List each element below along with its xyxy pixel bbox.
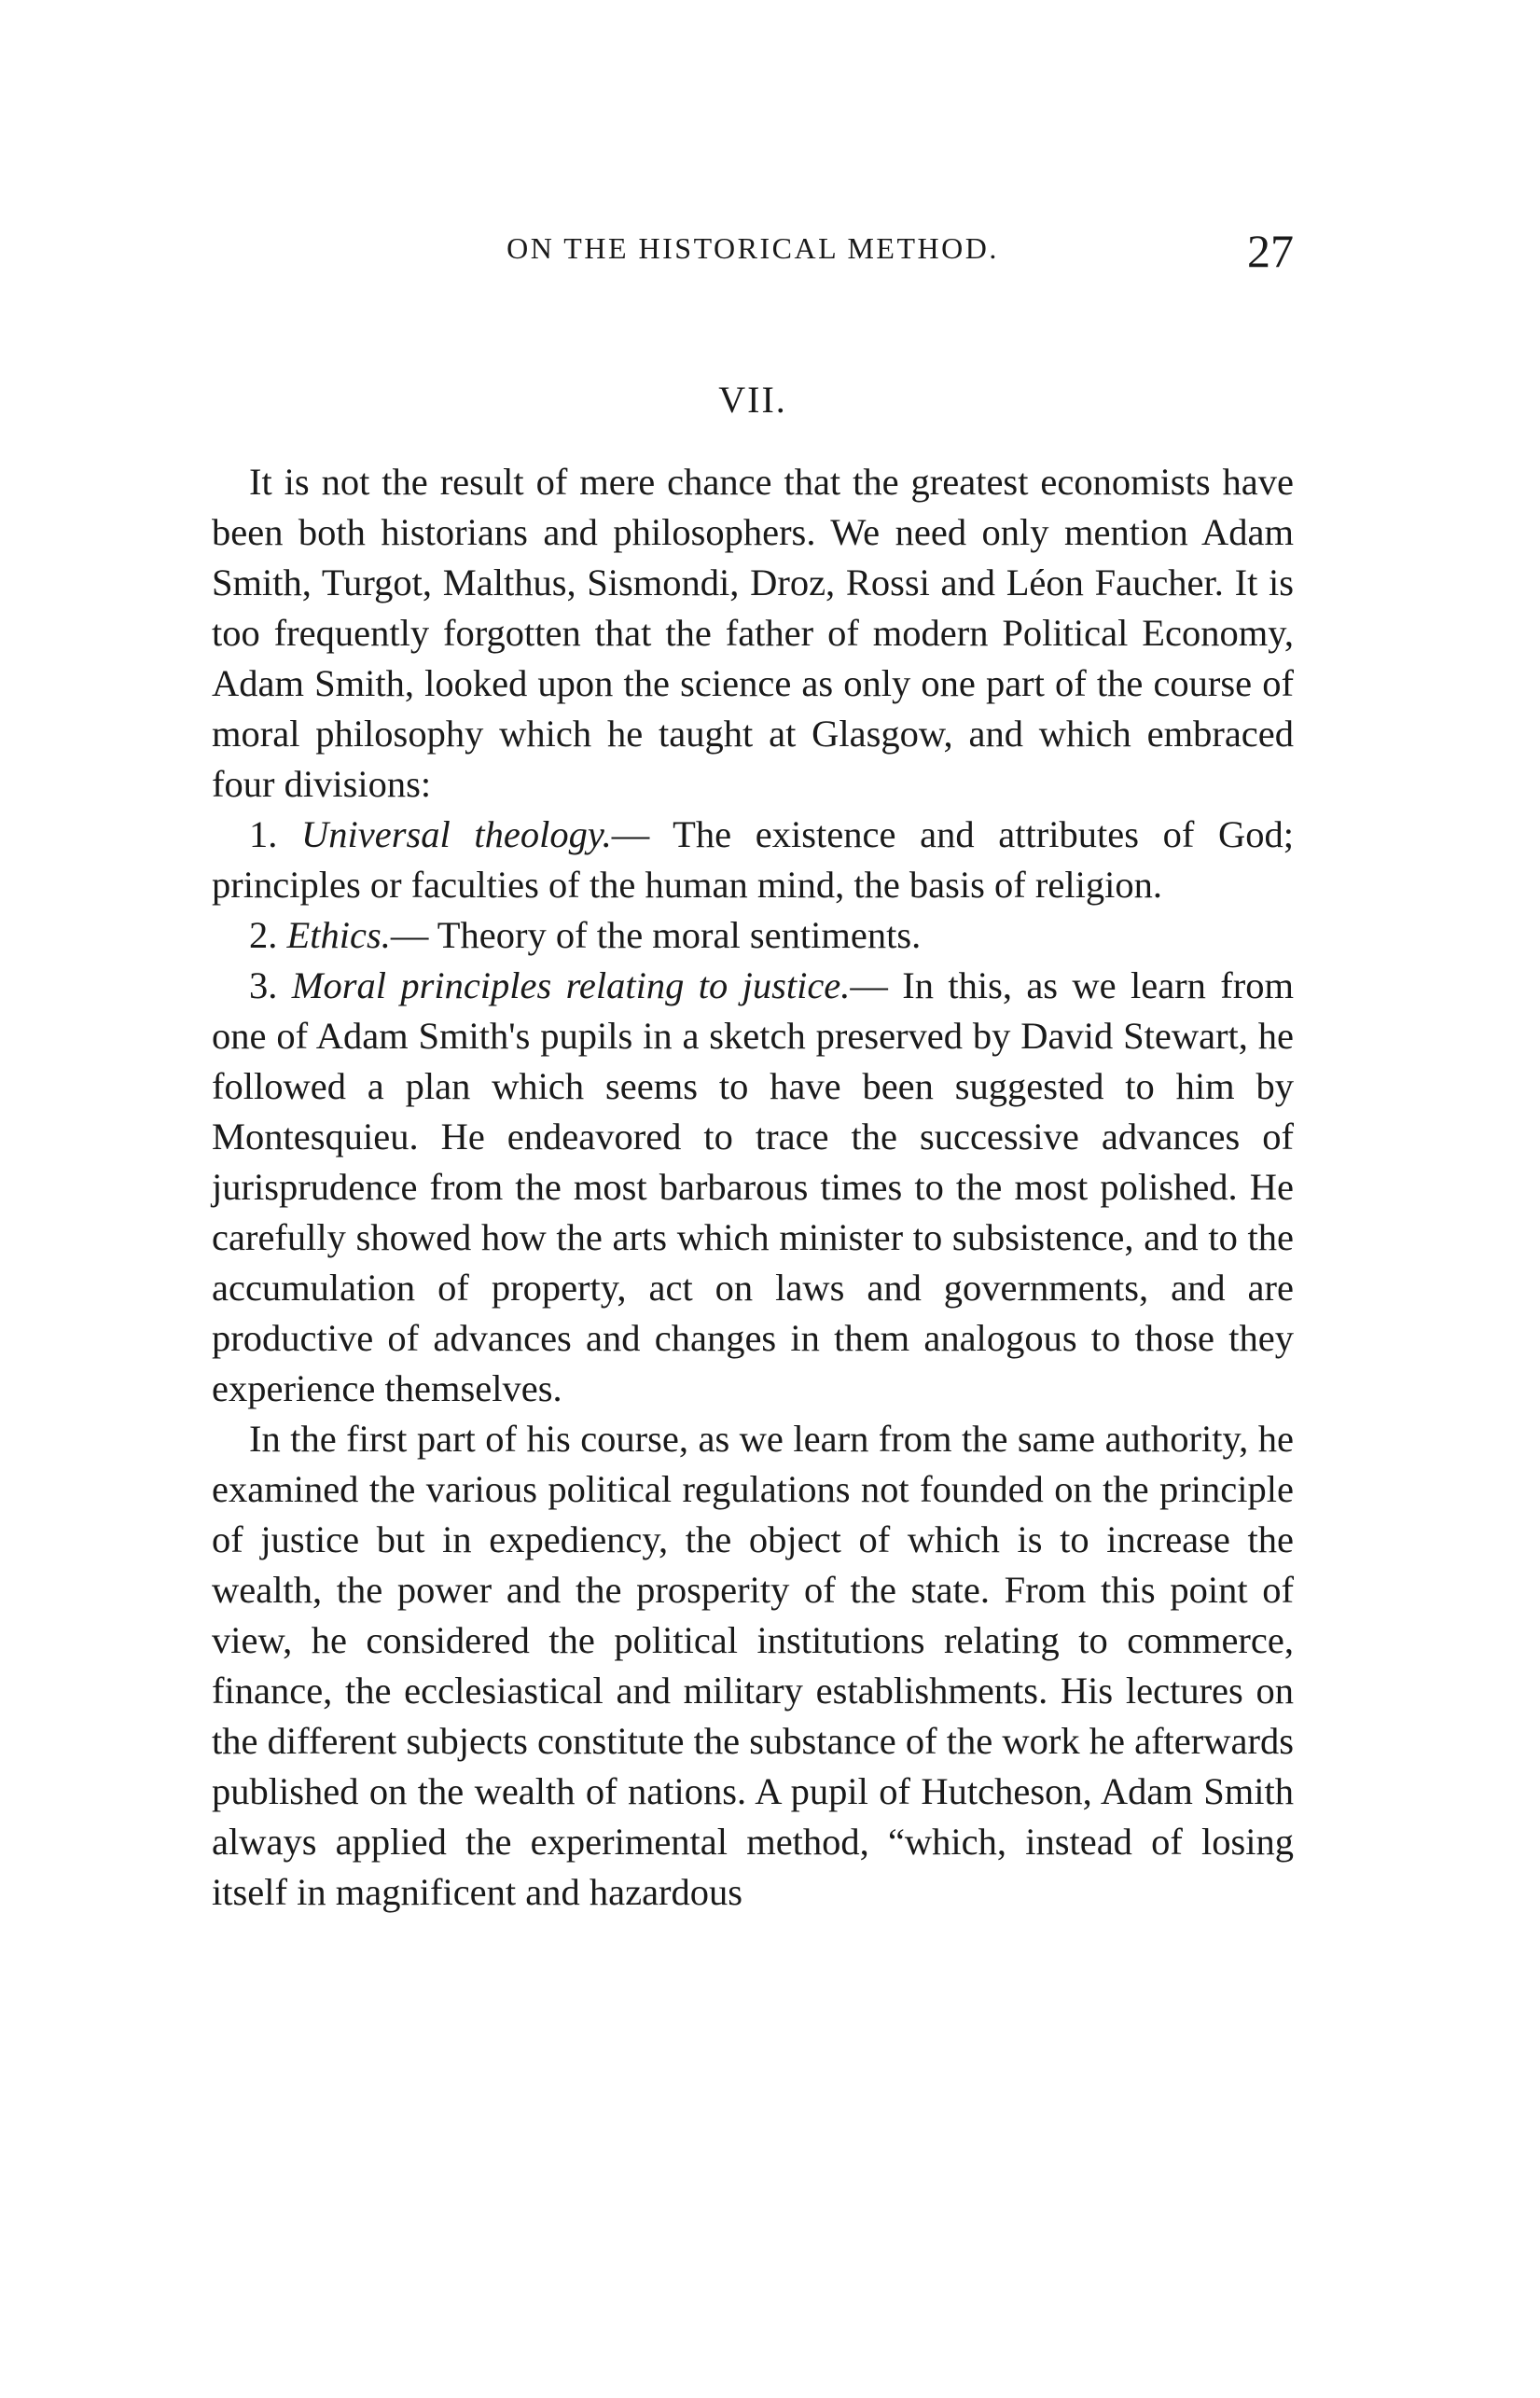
list-item-title: Universal theology. bbox=[301, 813, 612, 855]
body-text bbox=[212, 457, 1294, 1918]
list-number: 3. bbox=[249, 964, 278, 1006]
closing-paragraph: In the first part of his course, as we learn from the same authority, he examined the various political regulations not founded on the principle of justice but in expediency, the object of which is to increase the wealth, the power and the prosperity of the state. From this point of view, he considered the political institutions relating to commerce, finance, the ecclesiastical and military establishments. His lectures on the different subjects constitute the substance of the work he afterwards published on the wealth of nations. A pupil of Hutcheson, Adam Smith always applied the experimental method, “which, instead of losing itself in magnificent and hazardous bbox=[212, 1418, 1294, 1913]
list-item-3 bbox=[212, 961, 1294, 1414]
list-item-text: — In this, as we learn from one of Adam Smith's pupils in a sketch preserved by David Stewart, he followed a plan which seems to have been suggested to him by Montesquieu. He endeavored to trace the successive advances of jurisprudence from the most barbarous times to the most polished. He carefully showed how the arts which minister to subsistence, and to the accumulation of property, act on laws and governments, and are productive of advances and changes in them analogous to those they experience themselves. bbox=[212, 964, 1294, 1409]
intro-paragraph: It is not the result of mere chance that the greatest economists have been both historians and philosophers. We need only mention Adam Smith, Turgot, Malthus, Sismondi, Droz, Rossi and Léon Faucher. It is too frequently forgotten that the father of modern Political Economy, Adam Smith, looked upon the science as only one part of the course of moral philosophy which he taught at Glasgow, and which embraced four divisions: bbox=[212, 461, 1294, 805]
list-number: 2. bbox=[249, 914, 278, 956]
list-number: 1. bbox=[249, 813, 278, 855]
page-number: 27 bbox=[1247, 225, 1294, 277]
running-title: ON THE HISTORICAL METHOD. bbox=[506, 231, 999, 265]
running-head bbox=[212, 224, 1294, 280]
list-item-2 bbox=[212, 910, 1294, 961]
section-heading: VII. bbox=[718, 379, 787, 421]
list-item-title: Moral principles relating to justice. bbox=[291, 964, 851, 1006]
list-item-text: — The existence and attributes of God; principles or faculties of the human mind, the basis of religion. bbox=[212, 813, 1295, 906]
list-item-title: Ethics. bbox=[286, 914, 391, 956]
list-item-1 bbox=[212, 810, 1294, 910]
list-item-text: — Theory of the moral sentiments. bbox=[390, 914, 922, 956]
